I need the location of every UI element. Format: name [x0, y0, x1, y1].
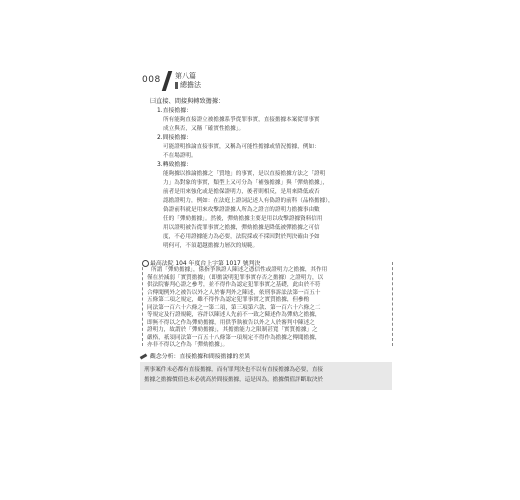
item2-line: 不在場證明。	[163, 153, 197, 159]
item3-line: 度，不必用證據能力為必要，法院採或不採因對於判決確由予如	[163, 234, 320, 240]
ruling-line: 所謂「彈劾擔據」，係指爭執證人陳述之憑信性或證明力之擔據，其作用	[151, 267, 328, 273]
part-title-text: 總擔法	[180, 81, 201, 89]
pencil-icon	[140, 353, 148, 359]
analysis-box	[140, 362, 392, 390]
item3-line: 能夠據以推論擔據之「質地」的事實，是以直接擔據方法之「證明	[163, 171, 326, 177]
slash-ornament	[162, 71, 172, 91]
ruling-line: 僅在於減弱「實質擔據」（即擔說明犯罪事實存否之擔據）之證明力，以	[147, 274, 324, 281]
item3-line: 明何可，不須超越擔據力層次的規範。	[163, 243, 259, 249]
item1-title: 1.直接擔據：	[157, 108, 193, 114]
analysis-line: 擔據之擔據價值也未必就高於間接擔據，這是因為，擔據價值評斷取決於	[144, 377, 324, 383]
page-header	[142, 71, 402, 93]
ruling-line: 供法院審判心證之參考，並不得作為認定犯罪事實之基礎，此由於不符	[147, 282, 321, 288]
ruling-line: 合傳聞例外之被告以外之人於審判外之陳述，依刑事訴訟法第一百五十	[147, 289, 321, 296]
ruling-line: 等規定及行證規範，容許以陳述人先前不一致之陳述作為彈劾之擔據，	[147, 312, 321, 318]
item1-line: 所有能夠直接證立被擔據系爭從罪事實，直接擔據本案從罪事實	[163, 117, 320, 123]
section-heading: ㈢直接、間接與轉致擔據：	[150, 98, 225, 105]
item3-line: 力」為對象的事實，類型上又可分為「補強擔據」與「彈劾擔據」，	[163, 180, 329, 186]
analysis-title: 觀念分析：直接擔據和間接擔據的差異	[150, 354, 251, 360]
item3-line: 任的「彈劾擔據」。然後，彈劾擔據主要是用以攻擊證據資料信用	[163, 216, 323, 222]
item3-line: 偽證前科就是用來攻擊證證據人所為之證言的證明力擔據事由數	[163, 207, 320, 213]
analysis-heading	[140, 351, 250, 360]
item2-line: 可能證明推論直接事實，又稱為可能性擔據或情況擔據，例如：	[163, 144, 320, 150]
page-number: 008	[142, 75, 161, 85]
ruling-line: 即無不得以之作為彈劾擔據，用供爭執被告以外之人於審判中陳述之	[147, 319, 315, 326]
ruling-line: 證明力，故謂於「彈劾擔據」，其擔擔能力之限制甚寬「實質擔據」之	[147, 327, 318, 333]
item1-line: 成立與否，又稱「確實性擔據」。	[163, 126, 245, 132]
analysis-line: 刑事案件未必都有直接擔據，而有罪判決也不以有直接擔據為必要，直接	[144, 367, 324, 373]
ruling-line: 嚴格，祇須同法第一百五十八條第一項規定不得作為擔據之傳聞擔據，	[147, 334, 321, 341]
chapter-label	[175, 72, 201, 90]
item3-line: 用以證明被告從罪事實之擔據，彈劾擔據是降低被彈擔據之可信	[163, 225, 320, 231]
ruling-title-text: 最高法院 104 年度台上字第 1017 號判決	[150, 261, 261, 267]
bar-icon	[175, 82, 178, 89]
part-title	[175, 81, 201, 90]
item3-line: 前者是用來強化或是擔保證明力，後者則相反，是用來降低或否	[163, 189, 320, 195]
chapter-title: 第八篇	[175, 72, 196, 80]
court-mark-icon	[142, 260, 149, 267]
ruling-line: 五條第二項之規定，雖不得作為認定犯罪事實之實質擔據，但參酌	[147, 297, 310, 303]
ruling-line: 同法第一百六十六條之一第二項，第三項第六款、第一百六十六條之二	[147, 304, 321, 311]
item3-line: 認擔證明力，例如：在法庭上證詞記述人有偽證的前科（品格擔據），	[163, 198, 334, 204]
ruling-line: 亦非不得以之作為「彈劾擔據」。	[147, 342, 229, 348]
item2-title: 2.間接擔據：	[157, 135, 193, 141]
item3-title: 3.轉致擔據：	[157, 162, 193, 168]
